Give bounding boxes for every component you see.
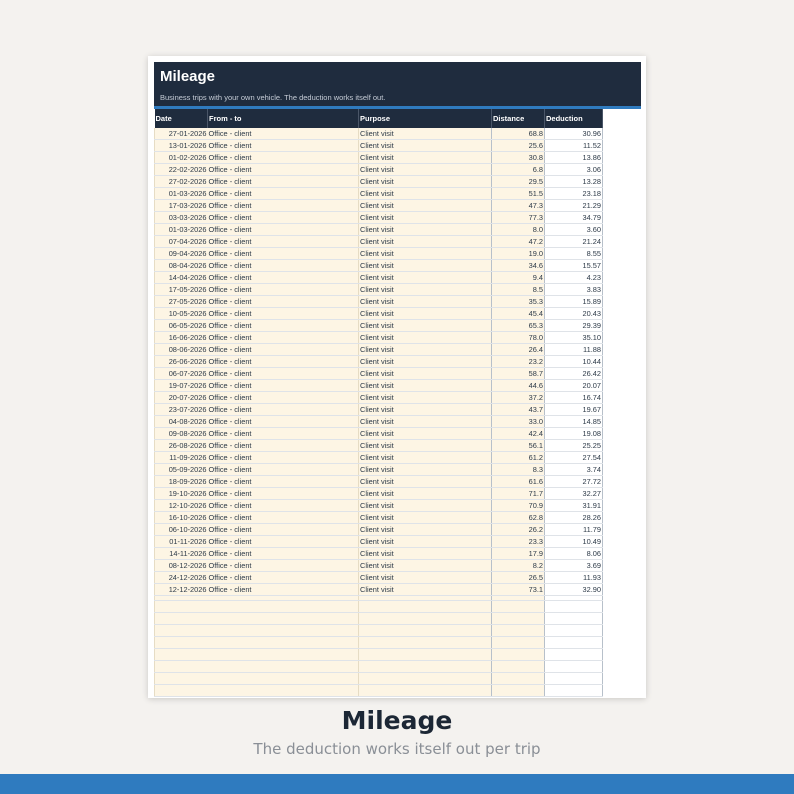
cell-date[interactable]: 17-05-2026 — [155, 284, 208, 296]
empty-row — [155, 685, 603, 697]
empty-cell-distance[interactable] — [492, 613, 545, 625]
cell-date[interactable]: 01-11-2026 — [155, 536, 208, 548]
empty-cell-purpose[interactable] — [359, 625, 492, 637]
cell-distance[interactable]: 51.5 — [492, 188, 545, 200]
table-row — [155, 164, 603, 176]
cell-distance[interactable]: 42.4 — [492, 428, 545, 440]
empty-cell-date[interactable] — [155, 601, 208, 613]
empty-cell-from-to[interactable] — [208, 673, 359, 685]
table-row — [155, 440, 603, 452]
cell-deduction[interactable]: 10.44 — [545, 356, 603, 368]
empty-cell-deduction[interactable] — [545, 613, 603, 625]
cell-from-to[interactable]: Office - client — [208, 260, 359, 272]
empty-cell-distance[interactable] — [492, 649, 545, 661]
cell-from-to[interactable]: Office - client — [208, 476, 359, 488]
cell-from-to[interactable]: Office - client — [208, 152, 359, 164]
cell-deduction[interactable]: 11.88 — [545, 344, 603, 356]
cell-deduction[interactable]: 31.91 — [545, 500, 603, 512]
table-row — [155, 152, 603, 164]
table-row — [155, 224, 603, 236]
cell-date[interactable]: 27-01-2026 — [155, 128, 208, 140]
cell-deduction[interactable]: 3.74 — [545, 464, 603, 476]
cell-purpose[interactable]: Client visit — [359, 392, 492, 404]
cell-distance[interactable]: 43.7 — [492, 404, 545, 416]
cell-distance[interactable]: 73.1 — [492, 584, 545, 596]
cell-deduction[interactable]: 19.67 — [545, 404, 603, 416]
table-row — [155, 236, 603, 248]
cell-date[interactable]: 01-02-2026 — [155, 152, 208, 164]
cell-purpose[interactable]: Client visit — [359, 500, 492, 512]
cell-from-to[interactable]: Office - client — [208, 236, 359, 248]
cell-distance[interactable]: 68.8 — [492, 128, 545, 140]
cell-distance[interactable]: 62.8 — [492, 512, 545, 524]
empty-cell-purpose[interactable] — [359, 673, 492, 685]
cell-deduction[interactable]: 15.89 — [545, 296, 603, 308]
cell-purpose[interactable]: Client visit — [359, 416, 492, 428]
cell-date[interactable]: 03-03-2026 — [155, 212, 208, 224]
cell-distance[interactable]: 47.2 — [492, 236, 545, 248]
cell-date[interactable]: 12-12-2026 — [155, 584, 208, 596]
cell-distance[interactable]: 8.3 — [492, 464, 545, 476]
cell-from-to[interactable]: Office - client — [208, 248, 359, 260]
table-row — [155, 308, 603, 320]
cell-date[interactable]: 17-03-2026 — [155, 200, 208, 212]
cell-purpose[interactable]: Client visit — [359, 380, 492, 392]
cell-from-to[interactable]: Office - client — [208, 452, 359, 464]
table-row — [155, 176, 603, 188]
empty-cell-purpose[interactable] — [359, 685, 492, 697]
cell-purpose[interactable]: Client visit — [359, 404, 492, 416]
cell-from-to[interactable]: Office - client — [208, 188, 359, 200]
cell-distance[interactable]: 17.9 — [492, 548, 545, 560]
cell-deduction[interactable]: 20.43 — [545, 308, 603, 320]
cell-deduction[interactable]: 30.96 — [545, 128, 603, 140]
empty-cell-distance[interactable] — [492, 673, 545, 685]
cell-deduction[interactable]: 29.39 — [545, 320, 603, 332]
cell-deduction[interactable]: 32.27 — [545, 488, 603, 500]
empty-cell-from-to[interactable] — [208, 661, 359, 673]
empty-cell-distance[interactable] — [492, 661, 545, 673]
empty-cell-distance[interactable] — [492, 625, 545, 637]
cell-date[interactable]: 13-01-2026 — [155, 140, 208, 152]
cell-purpose[interactable]: Client visit — [359, 248, 492, 260]
column-header-from-to[interactable]: From - to — [208, 109, 359, 128]
cell-from-to[interactable]: Office - client — [208, 284, 359, 296]
cell-from-to[interactable]: Office - client — [208, 488, 359, 500]
cell-date[interactable]: 19-10-2026 — [155, 488, 208, 500]
cell-date[interactable]: 04-08-2026 — [155, 416, 208, 428]
cell-from-to[interactable]: Office - client — [208, 332, 359, 344]
cell-deduction[interactable]: 13.86 — [545, 152, 603, 164]
caption-title: Mileage — [341, 706, 453, 735]
cell-deduction[interactable]: 8.55 — [545, 248, 603, 260]
table-row — [155, 356, 603, 368]
cell-deduction[interactable]: 27.72 — [545, 476, 603, 488]
empty-row — [155, 625, 603, 637]
cell-purpose[interactable]: Client visit — [359, 560, 492, 572]
cell-distance[interactable]: 29.5 — [492, 176, 545, 188]
empty-cell-purpose[interactable] — [359, 661, 492, 673]
empty-cell-date[interactable] — [155, 637, 208, 649]
cell-deduction[interactable]: 13.28 — [545, 176, 603, 188]
cell-purpose[interactable]: Client visit — [359, 548, 492, 560]
cell-deduction[interactable]: 35.10 — [545, 332, 603, 344]
cell-distance[interactable]: 26.4 — [492, 344, 545, 356]
empty-cell-deduction[interactable] — [545, 625, 603, 637]
cell-from-to[interactable]: Office - client — [208, 560, 359, 572]
cell-distance[interactable]: 26.2 — [492, 524, 545, 536]
table-row — [155, 248, 603, 260]
empty-cell-purpose[interactable] — [359, 601, 492, 613]
empty-cell-date[interactable] — [155, 613, 208, 625]
empty-cell-purpose[interactable] — [359, 613, 492, 625]
cell-distance[interactable]: 65.3 — [492, 320, 545, 332]
cell-purpose[interactable]: Client visit — [359, 296, 492, 308]
empty-cell-purpose[interactable] — [359, 637, 492, 649]
cell-from-to[interactable]: Office - client — [208, 272, 359, 284]
cell-purpose[interactable]: Client visit — [359, 128, 492, 140]
table-row — [155, 212, 603, 224]
cell-date[interactable]: 20-07-2026 — [155, 392, 208, 404]
cell-distance[interactable]: 8.2 — [492, 560, 545, 572]
mileage-table — [154, 109, 603, 697]
cell-purpose[interactable]: Client visit — [359, 212, 492, 224]
table-row — [155, 572, 603, 584]
cell-deduction[interactable]: 26.42 — [545, 368, 603, 380]
cell-from-to[interactable]: Office - client — [208, 224, 359, 236]
table-row — [155, 464, 603, 476]
empty-row — [155, 601, 603, 613]
cell-from-to[interactable]: Office - client — [208, 368, 359, 380]
table-row — [155, 512, 603, 524]
cell-date[interactable]: 24-12-2026 — [155, 572, 208, 584]
empty-cell-distance[interactable] — [492, 601, 545, 613]
cell-from-to[interactable]: Office - client — [208, 500, 359, 512]
cell-deduction[interactable]: 21.24 — [545, 236, 603, 248]
cell-date[interactable]: 26-06-2026 — [155, 356, 208, 368]
cell-deduction[interactable]: 34.79 — [545, 212, 603, 224]
cell-date[interactable]: 06-10-2026 — [155, 524, 208, 536]
cell-deduction[interactable]: 21.29 — [545, 200, 603, 212]
cell-deduction[interactable]: 3.06 — [545, 164, 603, 176]
cell-deduction[interactable]: 4.23 — [545, 272, 603, 284]
cell-distance[interactable]: 35.3 — [492, 296, 545, 308]
cell-from-to[interactable]: Office - client — [208, 164, 359, 176]
cell-from-to[interactable]: Office - client — [208, 200, 359, 212]
cell-date[interactable]: 08-04-2026 — [155, 260, 208, 272]
cell-purpose[interactable]: Client visit — [359, 584, 492, 596]
cell-purpose[interactable]: Client visit — [359, 524, 492, 536]
empty-cell-deduction[interactable] — [545, 661, 603, 673]
empty-row — [155, 661, 603, 673]
cell-purpose[interactable]: Client visit — [359, 512, 492, 524]
cell-deduction[interactable]: 3.83 — [545, 284, 603, 296]
table-row — [155, 476, 603, 488]
cell-from-to[interactable]: Office - client — [208, 548, 359, 560]
cell-purpose[interactable]: Client visit — [359, 344, 492, 356]
cell-distance[interactable]: 71.7 — [492, 488, 545, 500]
cell-from-to[interactable]: Office - client — [208, 140, 359, 152]
cell-date[interactable]: 14-04-2026 — [155, 272, 208, 284]
cell-date[interactable]: 08-06-2026 — [155, 344, 208, 356]
cell-date[interactable]: 27-05-2026 — [155, 296, 208, 308]
cell-deduction[interactable]: 28.26 — [545, 512, 603, 524]
empty-cell-deduction[interactable] — [545, 637, 603, 649]
table-row — [155, 584, 603, 596]
cell-date[interactable]: 01-03-2026 — [155, 188, 208, 200]
cell-distance[interactable]: 26.5 — [492, 572, 545, 584]
empty-cell-date[interactable] — [155, 673, 208, 685]
cell-purpose[interactable]: Client visit — [359, 488, 492, 500]
empty-cell-date[interactable] — [155, 625, 208, 637]
cell-purpose[interactable]: Client visit — [359, 356, 492, 368]
cell-from-to[interactable]: Office - client — [208, 308, 359, 320]
empty-cell-deduction[interactable] — [545, 601, 603, 613]
cell-date[interactable]: 05-09-2026 — [155, 464, 208, 476]
empty-cell-deduction[interactable] — [545, 685, 603, 697]
cell-distance[interactable]: 25.6 — [492, 140, 545, 152]
sheet-banner — [154, 62, 641, 106]
empty-cell-from-to[interactable] — [208, 625, 359, 637]
empty-row — [155, 673, 603, 685]
table-row — [155, 404, 603, 416]
cell-deduction[interactable]: 23.18 — [545, 188, 603, 200]
cell-from-to[interactable]: Office - client — [208, 524, 359, 536]
cell-from-to[interactable]: Office - client — [208, 572, 359, 584]
table-row — [155, 536, 603, 548]
cell-date[interactable]: 08-12-2026 — [155, 560, 208, 572]
cell-date[interactable]: 06-05-2026 — [155, 320, 208, 332]
empty-row — [155, 637, 603, 649]
cell-deduction[interactable]: 11.52 — [545, 140, 603, 152]
cell-date[interactable]: 14-11-2026 — [155, 548, 208, 560]
table-row — [155, 416, 603, 428]
footer-bar — [0, 774, 794, 794]
table-row — [155, 332, 603, 344]
cell-from-to[interactable]: Office - client — [208, 536, 359, 548]
cell-purpose[interactable]: Client visit — [359, 200, 492, 212]
cell-from-to[interactable]: Office - client — [208, 296, 359, 308]
cell-distance[interactable]: 30.8 — [492, 152, 545, 164]
cell-date[interactable]: 23-07-2026 — [155, 404, 208, 416]
cell-distance[interactable]: 8.5 — [492, 284, 545, 296]
cell-purpose[interactable]: Client visit — [359, 428, 492, 440]
cell-distance[interactable]: 45.4 — [492, 308, 545, 320]
cell-date[interactable]: 11-09-2026 — [155, 452, 208, 464]
cell-from-to[interactable]: Office - client — [208, 416, 359, 428]
cell-from-to[interactable]: Office - client — [208, 176, 359, 188]
cell-from-to[interactable]: Office - client — [208, 584, 359, 596]
cell-from-to[interactable]: Office - client — [208, 320, 359, 332]
cell-date[interactable]: 06-07-2026 — [155, 368, 208, 380]
empty-row — [155, 649, 603, 661]
cell-purpose[interactable]: Client visit — [359, 368, 492, 380]
table-row — [155, 128, 603, 140]
cell-from-to[interactable]: Office - client — [208, 344, 359, 356]
empty-cell-from-to[interactable] — [208, 613, 359, 625]
cell-distance[interactable]: 77.3 — [492, 212, 545, 224]
cell-date[interactable]: 07-04-2026 — [155, 236, 208, 248]
empty-cell-from-to[interactable] — [208, 685, 359, 697]
cell-date[interactable]: 01-03-2026 — [155, 224, 208, 236]
table-row — [155, 140, 603, 152]
empty-cell-from-to[interactable] — [208, 637, 359, 649]
table-row — [155, 284, 603, 296]
cell-purpose[interactable]: Client visit — [359, 236, 492, 248]
table-row — [155, 272, 603, 284]
cell-distance[interactable]: 61.2 — [492, 452, 545, 464]
table-row — [155, 488, 603, 500]
cell-date[interactable]: 09-08-2026 — [155, 428, 208, 440]
empty-cell-distance[interactable] — [492, 637, 545, 649]
empty-cell-from-to[interactable] — [208, 649, 359, 661]
cell-purpose[interactable]: Client visit — [359, 332, 492, 344]
cell-purpose[interactable]: Client visit — [359, 260, 492, 272]
cell-from-to[interactable]: Office - client — [208, 212, 359, 224]
cell-from-to[interactable]: Office - client — [208, 428, 359, 440]
table-row — [155, 260, 603, 272]
cell-distance[interactable]: 33.0 — [492, 416, 545, 428]
table-row — [155, 188, 603, 200]
sheet-subtitle: Business trips with your own vehicle. The deduction works itself out. — [160, 93, 386, 102]
table-row — [155, 380, 603, 392]
column-header-date[interactable]: Date — [155, 109, 208, 128]
table-body — [155, 128, 603, 697]
cell-deduction[interactable]: 15.57 — [545, 260, 603, 272]
cell-purpose[interactable]: Client visit — [359, 464, 492, 476]
spreadsheet-page — [148, 56, 646, 698]
cell-date[interactable]: 10-05-2026 — [155, 308, 208, 320]
table-row — [155, 392, 603, 404]
column-header-distance[interactable]: Distance — [492, 109, 545, 128]
cell-deduction[interactable]: 11.79 — [545, 524, 603, 536]
cell-deduction[interactable]: 11.93 — [545, 572, 603, 584]
table-row — [155, 500, 603, 512]
cell-purpose[interactable]: Client visit — [359, 188, 492, 200]
cell-purpose[interactable]: Client visit — [359, 308, 492, 320]
cell-from-to[interactable]: Office - client — [208, 392, 359, 404]
empty-cell-date[interactable] — [155, 685, 208, 697]
cell-deduction[interactable]: 19.08 — [545, 428, 603, 440]
cell-deduction[interactable]: 3.69 — [545, 560, 603, 572]
cell-deduction[interactable]: 8.06 — [545, 548, 603, 560]
cell-distance[interactable]: 78.0 — [492, 332, 545, 344]
cell-distance[interactable]: 61.6 — [492, 476, 545, 488]
cell-date[interactable]: 19-07-2026 — [155, 380, 208, 392]
column-header-deduction[interactable]: Deduction — [545, 109, 603, 128]
table-row — [155, 344, 603, 356]
table-row — [155, 548, 603, 560]
cell-purpose[interactable]: Client visit — [359, 140, 492, 152]
cell-distance[interactable]: 34.6 — [492, 260, 545, 272]
cell-deduction[interactable]: 27.54 — [545, 452, 603, 464]
column-header-purpose[interactable]: Purpose — [359, 109, 492, 128]
cell-purpose[interactable]: Client visit — [359, 572, 492, 584]
empty-cell-deduction[interactable] — [545, 673, 603, 685]
cell-distance[interactable]: 8.0 — [492, 224, 545, 236]
cell-deduction[interactable]: 25.25 — [545, 440, 603, 452]
empty-cell-date[interactable] — [155, 649, 208, 661]
cell-distance[interactable]: 6.8 — [492, 164, 545, 176]
table-row — [155, 524, 603, 536]
cell-distance[interactable]: 19.0 — [492, 248, 545, 260]
cell-purpose[interactable]: Client visit — [359, 152, 492, 164]
cell-distance[interactable]: 37.2 — [492, 392, 545, 404]
cell-date[interactable]: 12-10-2026 — [155, 500, 208, 512]
sheet-title: Mileage — [160, 68, 216, 85]
cell-purpose[interactable]: Client visit — [359, 272, 492, 284]
cell-purpose[interactable]: Client visit — [359, 452, 492, 464]
cell-distance[interactable]: 9.4 — [492, 272, 545, 284]
cell-date[interactable]: 27-02-2026 — [155, 176, 208, 188]
cell-date[interactable]: 26-08-2026 — [155, 440, 208, 452]
table-row — [155, 452, 603, 464]
cell-date[interactable]: 09-04-2026 — [155, 248, 208, 260]
cell-purpose[interactable]: Client visit — [359, 320, 492, 332]
cell-date[interactable]: 16-10-2026 — [155, 512, 208, 524]
empty-cell-distance[interactable] — [492, 685, 545, 697]
cell-purpose[interactable]: Client visit — [359, 440, 492, 452]
cell-purpose[interactable]: Client visit — [359, 476, 492, 488]
cell-distance[interactable]: 44.6 — [492, 380, 545, 392]
cell-date[interactable]: 22-02-2026 — [155, 164, 208, 176]
cell-distance[interactable]: 58.7 — [492, 368, 545, 380]
table-row — [155, 320, 603, 332]
cell-purpose[interactable]: Client visit — [359, 536, 492, 548]
cell-from-to[interactable]: Office - client — [208, 404, 359, 416]
cell-purpose[interactable]: Client visit — [359, 224, 492, 236]
cell-purpose[interactable]: Client visit — [359, 164, 492, 176]
cell-purpose[interactable]: Client visit — [359, 176, 492, 188]
empty-cell-deduction[interactable] — [545, 649, 603, 661]
cell-from-to[interactable]: Office - client — [208, 464, 359, 476]
table-row — [155, 296, 603, 308]
cell-deduction[interactable]: 3.60 — [545, 224, 603, 236]
table-row — [155, 428, 603, 440]
cell-distance[interactable]: 70.9 — [492, 500, 545, 512]
cell-deduction[interactable]: 16.74 — [545, 392, 603, 404]
empty-row — [155, 613, 603, 625]
table-header-row — [155, 109, 603, 128]
mileage-table-wrap — [154, 109, 602, 697]
cell-date[interactable]: 16-06-2026 — [155, 332, 208, 344]
cell-from-to[interactable]: Office - client — [208, 512, 359, 524]
empty-cell-purpose[interactable] — [359, 649, 492, 661]
cell-from-to[interactable]: Office - client — [208, 440, 359, 452]
cell-deduction[interactable]: 14.85 — [545, 416, 603, 428]
cell-distance[interactable]: 56.1 — [492, 440, 545, 452]
table-row — [155, 560, 603, 572]
table-row — [155, 200, 603, 212]
cell-from-to[interactable]: Office - client — [208, 356, 359, 368]
empty-cell-from-to[interactable] — [208, 601, 359, 613]
cell-deduction[interactable]: 10.49 — [545, 536, 603, 548]
caption-subtitle: The deduction works itself out per trip — [253, 740, 541, 758]
cell-deduction[interactable]: 20.07 — [545, 380, 603, 392]
empty-cell-date[interactable] — [155, 661, 208, 673]
table-row — [155, 368, 603, 380]
cell-distance[interactable]: 47.3 — [492, 200, 545, 212]
cell-date[interactable]: 18-09-2026 — [155, 476, 208, 488]
cell-from-to[interactable]: Office - client — [208, 128, 359, 140]
cell-from-to[interactable]: Office - client — [208, 380, 359, 392]
cell-distance[interactable]: 23.3 — [492, 536, 545, 548]
cell-purpose[interactable]: Client visit — [359, 284, 492, 296]
cell-deduction[interactable]: 32.90 — [545, 584, 603, 596]
cell-distance[interactable]: 23.2 — [492, 356, 545, 368]
